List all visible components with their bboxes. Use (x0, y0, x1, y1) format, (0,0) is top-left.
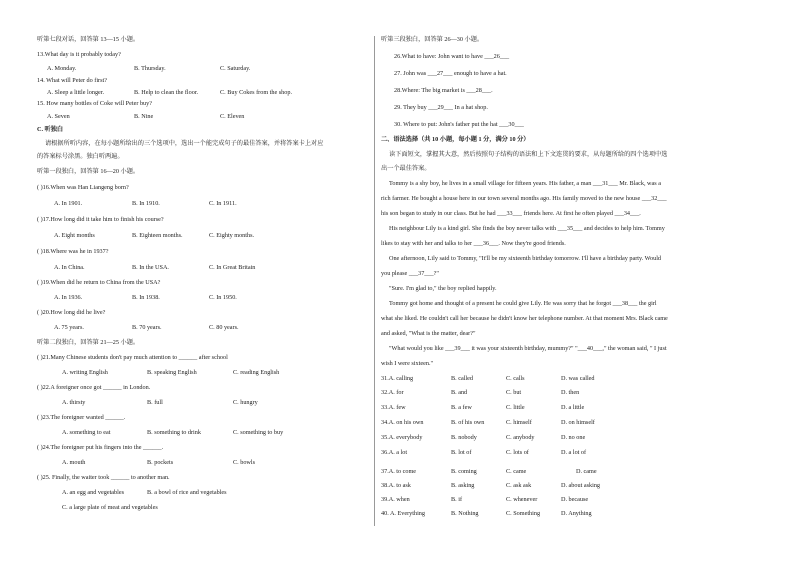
q17-option-c: C. Eighty months. (209, 232, 255, 239)
monologue3-intro: 听第三段独白，回答第 26—30 小题。 (381, 36, 484, 43)
q15-option-c: C. Eleven (220, 113, 245, 120)
q22-option-c: C. hungry (233, 399, 258, 406)
question-30: 30. Where to put: John's father put the hat ___30___ (394, 121, 524, 128)
a35-option-a: 35.A. everybody (381, 434, 423, 441)
section2-instruction: 读下面短文，掌握其大意，然后按照句子结构的语法和上下文连贯的要求，从每题所给的四个选项中选 (389, 151, 668, 158)
q15-option-b: B. Nine (134, 113, 154, 120)
a32-option-b: B. and (451, 389, 468, 396)
q21-option-c: C. reading English (233, 369, 280, 376)
a36-option-a: 36.A. a lot (381, 449, 408, 456)
a31-option-a: 31.A. calling (381, 375, 414, 382)
q23-option-b: B. something to drink (147, 429, 201, 436)
a31-option-c: C. calls (506, 375, 525, 382)
question-23: ( )23.The foreigner wanted ______. (37, 414, 126, 421)
q25-option-b: B. a bowl of rice and vegetables (147, 489, 227, 496)
a38-option-b: B. asking (451, 482, 475, 489)
q19-option-b: B. In 1938. (132, 294, 160, 301)
q20-option-c: C. 80 years. (209, 324, 239, 331)
question-18: ( )18.Where was he in 1937? (37, 248, 109, 255)
question-16: ( )16.When was Han Liangeng born? (37, 184, 129, 191)
a34-option-d: D. on himself (561, 419, 595, 426)
q20-option-b: B. 70 years. (132, 324, 162, 331)
q24-option-b: B. pockets (147, 459, 174, 466)
passage-line-12: "What would you like ___39___ it was your sixteenth birthday, mummy?" "___40___," the woman said, " I just (389, 345, 667, 352)
a31-option-d: D. was called (561, 375, 595, 382)
question-14: 14. What will Peter do first? (37, 77, 107, 84)
a33-option-b: B. a few (451, 404, 472, 411)
a39-option-d: D. because (561, 496, 589, 503)
a39-option-a: 39.A. when (381, 496, 410, 503)
passage-line-9: Tommy got home and thought of a present he could give Lily. He was sorry that he forgot ___38___ the girl (389, 300, 657, 307)
question-19: ( )19.When did he return to China from the USA? (37, 279, 161, 286)
part-c-instruction-1: 请根据所听内容，在每小题所给出的三个选项中，选出一个能完成句子的最佳答案，并将答案卡上对应 (45, 140, 324, 147)
a32-option-d: D. then (561, 389, 580, 396)
a32-option-c: C. but (506, 389, 522, 396)
q18-option-b: B. In the USA. (132, 264, 169, 271)
a34-option-c: C. himself (506, 419, 532, 426)
a35-option-c: C. anybody (506, 434, 535, 441)
passage-line-1: Tommy is a shy boy, he lives in a small village for fifteen years. His father, a man ___31___ Mr. Black, was a (389, 180, 661, 187)
part-c-title: C. 听独白 (37, 126, 64, 133)
q17-option-a: A. Eight months (54, 232, 95, 239)
a40-option-b: B. Nothing (451, 510, 479, 517)
q20-option-a: A. 75 years. (54, 324, 84, 331)
q23-option-c: C. something to buy (233, 429, 284, 436)
a38-option-a: 38.A. to ask (381, 482, 411, 489)
a36-option-d: D. a lot of (561, 449, 587, 456)
monologue2-intro: 听第二段独白，回答第 21—25 小题。 (37, 339, 140, 346)
passage-line-7: you please ___37___?" (381, 270, 439, 277)
a40-option-a: 40. A. Everything (381, 510, 425, 517)
q24-option-c: C. bowls (233, 459, 256, 466)
q15-option-a: A. Seven (47, 113, 70, 120)
a38-option-c: C. ask ask (506, 482, 532, 489)
q25-option-a: A. an egg and vegetables (62, 489, 125, 496)
q13-option-c: C. Saturday. (220, 65, 251, 72)
column-divider (374, 36, 375, 526)
q21-option-b: B. speaking English (147, 369, 197, 376)
a39-option-c: C. whenever (506, 496, 538, 503)
q19-option-c: C. In 1950. (209, 294, 237, 301)
a37-option-d: D. came (576, 468, 597, 475)
passage-line-6: One afternoon, Lily said to Tommy, "It'll be my sixteenth birthday tomorrow. I'll have a birthday party. Would (389, 255, 662, 262)
passage-line-13: wish I were sixteen." (381, 360, 434, 367)
a37-option-c: C. came (506, 468, 527, 475)
a33-option-a: 33.A. few (381, 404, 406, 411)
q22-option-b: B. full (147, 399, 163, 406)
a40-option-c: C. Something (506, 510, 541, 517)
a34-option-a: 34.A. on his own (381, 419, 424, 426)
section7-intro: 听第七段对话，回答第 13—15 小题。 (37, 36, 140, 43)
q16-option-c: C. In 1911. (209, 200, 237, 207)
a36-option-b: B. lot of (451, 449, 472, 456)
a35-option-b: B. nobody (451, 434, 477, 441)
section2-instruction-2: 出一个最佳答案。 (381, 165, 431, 172)
q21-option-a: A. writing English (62, 369, 108, 376)
question-27: 27. John was ___27___ enough to have a hat. (394, 70, 507, 77)
a37-option-b: B. coming (451, 468, 477, 475)
q22-option-a: A. thirsty (62, 399, 86, 406)
passage-line-8: "Sure. I'm glad to," the boy replied happily. (389, 285, 497, 292)
q16-option-b: B. In 1910. (132, 200, 160, 207)
a36-option-c: C. lots of (506, 449, 529, 456)
q14-option-a: A. Sleep a little longer. (47, 89, 105, 96)
q13-option-a: A. Monday. (47, 65, 77, 72)
q16-option-a: A. In 1901. (54, 200, 83, 207)
q19-option-a: A. In 1936. (54, 294, 83, 301)
monologue1-intro: 听第一段独白，回答第 16—20 小题。 (37, 168, 140, 175)
a33-option-c: C. little (506, 404, 525, 411)
a31-option-b: B. called (451, 375, 473, 382)
question-21: ( )21.Many Chinese students don't pay much attention to ______ after school (37, 354, 228, 361)
a38-option-d: D. about asking (561, 482, 601, 489)
q14-option-c: C. Buy Cokes from the shop. (220, 89, 293, 96)
a33-option-d: D. a little (561, 404, 585, 411)
a37-option-a: 37.A. to come (381, 468, 417, 475)
q13-option-b: B. Thursday. (134, 65, 166, 72)
a32-option-a: 32.A. for (381, 389, 404, 396)
question-17: ( )17.How long did it take him to finish his course? (37, 216, 164, 223)
q18-option-a: A. In China. (54, 264, 85, 271)
passage-line-11: and asked, "What is the matter, dear?" (381, 330, 476, 337)
question-26: 26.What to have: John want to have ___26___ (394, 53, 510, 60)
passage-line-2: rich farmer. He bought a house here in our town several months ago. His family moved to the new house ___32___ (381, 195, 667, 202)
q24-option-a: A. mouth (62, 459, 86, 466)
passage-line-10: what she liked. He couldn't call her because he didn't know her telephone number. At that moment Mrs. Black came (381, 315, 668, 322)
question-15: 15. How many bottles of Coke will Peter buy? (37, 100, 152, 107)
question-25: ( )25. Finally, the waiter took ______ to another man. (37, 474, 170, 481)
a39-option-b: B. if (451, 496, 463, 503)
q23-option-a: A. something to eat (62, 429, 111, 436)
a40-option-d: D. Anything (561, 510, 592, 517)
question-20: ( )20.How long did he live? (37, 309, 106, 316)
question-28: 28.Where: The big market is ___28___. (394, 87, 493, 94)
q17-option-b: B. Eighteen months. (132, 232, 183, 239)
a34-option-b: B. of his own (451, 419, 485, 426)
q14-option-b: B. Help to clean the floor. (134, 89, 199, 96)
passage-line-5: likes to stay with her and talks to her ___36___. Now they're good friends. (381, 240, 566, 247)
question-13: 13.What day is it probably today? (37, 51, 121, 58)
q25-option-c: C. a large plate of meat and vegetables (62, 504, 158, 511)
a35-option-d: D. no one (561, 434, 586, 441)
passage-line-4: His neighbour Lily is a kind girl. She finds the boy never talks with ___35___ and decides to help him. Tommy (389, 225, 665, 232)
question-29: 29. They buy ___29___ In a hat shop. (394, 104, 488, 111)
passage-line-3: his son began to study in our class. But he had ___33___ friends here. At first he often played ___34___. (381, 210, 641, 217)
section2-title: 二、语法选择（共 10 小题，每小题 1 分，满分 10 分） (381, 136, 530, 143)
q18-option-c: C. In Great Britain (209, 264, 256, 271)
question-24: ( )24.The foreigner put his fingers into the ______. (37, 444, 164, 451)
question-22: ( )22.A foreigner once got ______ in London. (37, 384, 151, 391)
part-c-instruction-2: 的答案标号涂黑。独白听两遍。 (37, 153, 124, 160)
